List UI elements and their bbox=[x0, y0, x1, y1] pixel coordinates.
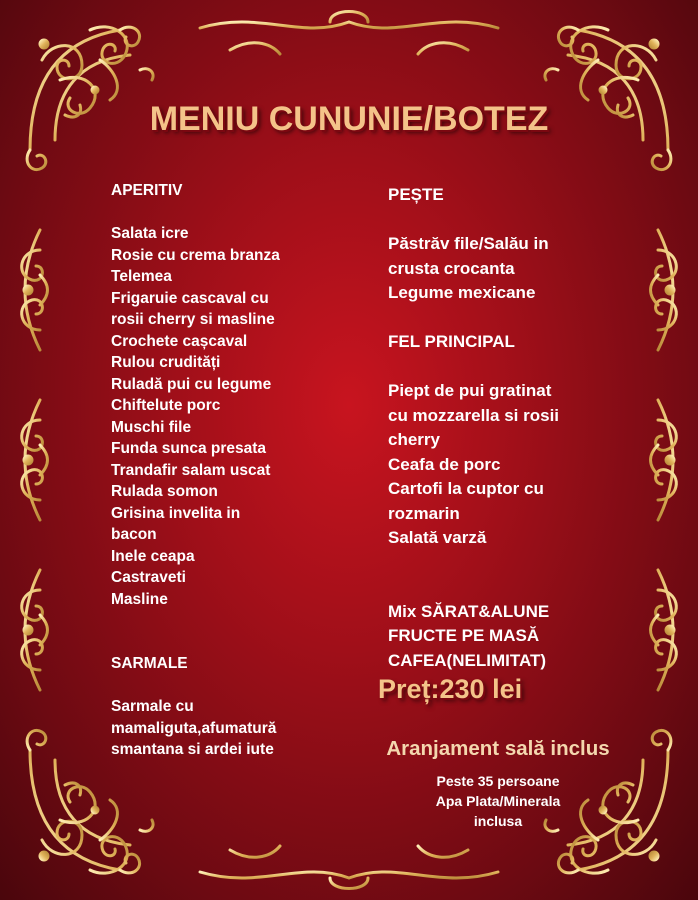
list-item: Salată varză bbox=[388, 528, 487, 547]
right-column bbox=[388, 183, 658, 673]
list-item: CAFEA(NELIMITAT) bbox=[388, 650, 547, 670]
list-item: inclusa bbox=[473, 813, 523, 829]
list-item: Ruladă pui cu legume bbox=[111, 375, 272, 393]
list-item: Inele ceapa bbox=[111, 547, 195, 565]
price-label: Preț:230 lei bbox=[378, 674, 523, 704]
notes-block bbox=[358, 771, 638, 831]
peste-list bbox=[388, 232, 658, 306]
list-item: Funda sunca presata bbox=[111, 440, 267, 457]
extras-list bbox=[388, 600, 658, 674]
page-title: MENIU CUNUNIE/BOTEZ bbox=[149, 100, 549, 138]
list-item: Mix SĂRAT&ALUNE bbox=[388, 601, 550, 621]
list-item: rozmarin bbox=[388, 503, 460, 523]
list-item: Telemea bbox=[111, 268, 172, 285]
list-item: Apa Plata/Minerala bbox=[435, 793, 561, 809]
list-item: FRUCTE PE MASĂ bbox=[388, 626, 540, 645]
list-item: Frigaruie cascaval cu bbox=[111, 289, 269, 307]
list-item: Ceafa de porc bbox=[388, 454, 501, 474]
section-heading-fel-principal: FEL PRINCIPAL bbox=[388, 332, 515, 351]
list-item: cu mozzarella si rosii bbox=[388, 405, 560, 425]
fel-principal-list bbox=[388, 379, 658, 551]
list-item: smantana si ardei iute bbox=[111, 741, 274, 758]
list-item: Piept de pui gratinat bbox=[388, 381, 552, 400]
list-item: Sarmale cu bbox=[111, 698, 194, 715]
list-item: crusta crocanta bbox=[388, 258, 515, 278]
section-heading-sarmale: SARMALE bbox=[111, 655, 188, 672]
list-item: Masline bbox=[111, 590, 168, 608]
list-item: Rosie cu crema branza bbox=[111, 246, 280, 264]
sarmale-list bbox=[111, 696, 361, 761]
section-heading-aperitiv: APERITIV bbox=[111, 182, 183, 199]
aperitiv-list bbox=[111, 223, 361, 610]
list-item: Cartofi la cuptor cu bbox=[388, 479, 544, 498]
list-item: Grisina invelita in bbox=[111, 504, 241, 522]
list-item: bacon bbox=[111, 526, 157, 543]
list-item: Peste 35 persoane bbox=[436, 773, 560, 789]
list-item: Legume mexicane bbox=[388, 283, 536, 302]
left-column bbox=[111, 180, 361, 761]
list-item: mamaliguta,afumatură bbox=[111, 719, 277, 737]
list-item: rosii cherry si masline bbox=[111, 311, 275, 328]
list-item: Muschi file bbox=[111, 418, 192, 436]
list-item: Rulou crudități bbox=[111, 354, 221, 371]
list-item: Păstrăv file/Salău in bbox=[388, 234, 549, 253]
section-heading-peste: PEȘTE bbox=[388, 185, 444, 204]
arrangement-label: Aranjament sală inclus bbox=[386, 737, 610, 760]
list-item: Trandafir salam uscat bbox=[111, 461, 271, 479]
list-item: Salata icre bbox=[111, 225, 189, 242]
list-item: cherry bbox=[388, 430, 440, 449]
list-item: Crochete cașcaval bbox=[111, 332, 248, 350]
notes-list bbox=[358, 771, 638, 831]
list-item: Rulada somon bbox=[111, 483, 218, 500]
list-item: Chiftelute porc bbox=[111, 397, 221, 414]
list-item: Castraveti bbox=[111, 569, 186, 586]
